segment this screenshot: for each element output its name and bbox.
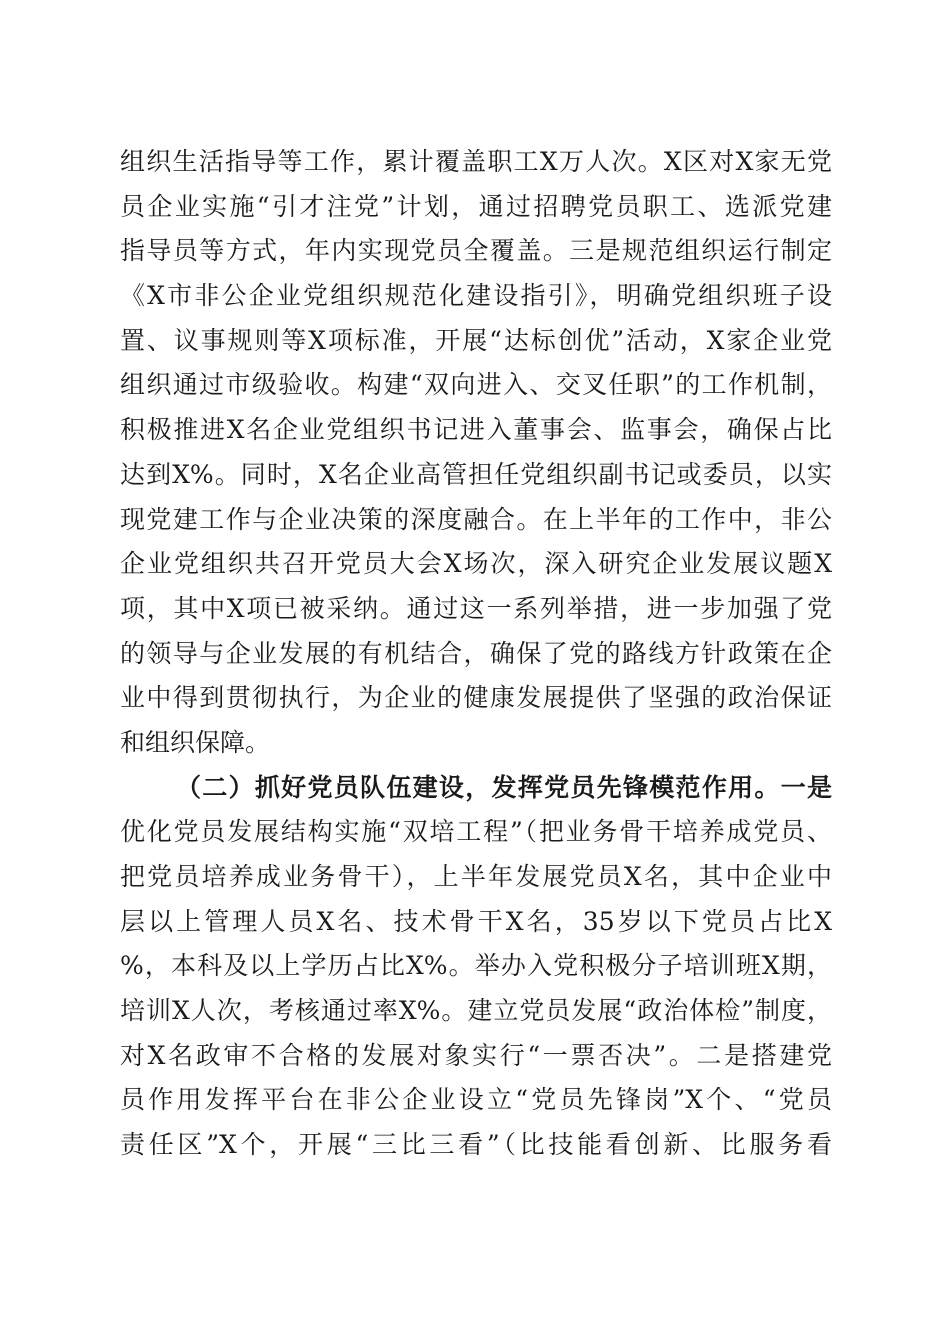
paragraph-line: 责任区”X个，开展“三比三看”（比技能看创新、比服务看 bbox=[120, 1130, 832, 1160]
paragraph-line: 把党员培养成业务骨干），上半年发展党员X名，其中企业中 bbox=[120, 862, 832, 891]
paragraph-line: 指导员等方式，年内实现党员全覆盖。三是规范组织运行制定 bbox=[120, 236, 832, 266]
paragraph-line: 《X市非公企业党组织规范化建设指引》，明确党组织班子设 bbox=[120, 281, 832, 311]
paragraph-line: 项，其中X项已被采纳。通过这一系列举措，进一步加强了党 bbox=[120, 593, 832, 623]
paragraph-line: 现党建工作与企业决策的深度融合。在上半年的工作中，非公 bbox=[120, 504, 832, 534]
paragraph-line: 的领导与企业发展的有机结合，确保了党的路线方针政策在企 bbox=[120, 638, 832, 668]
paragraph-line: 员企业实施“引才注党”计划，通过招聘党员职工、选派党建 bbox=[120, 191, 832, 221]
paragraph-line: 对X名政审不合格的发展对象实行“一票否决”。二是搭建党 bbox=[120, 1040, 832, 1070]
paragraph-line: 置、议事规则等X项标准，开展“达标创优”活动，X家企业党 bbox=[120, 325, 832, 355]
paragraph-line: 组织通过市级验收。构建“双向进入、交叉任职”的工作机制， bbox=[120, 370, 832, 400]
paragraph-line: %，本科及以上学历占比X%。举办入党积极分子培训班X期， bbox=[120, 951, 832, 981]
paragraph-line: 员作用发挥平台在非公企业设立“党员先锋岗”X个、“党员 bbox=[120, 1085, 832, 1115]
paragraph-line: 组织生活指导等工作，累计覆盖职工X万人次。X区对X家无党 bbox=[120, 147, 832, 176]
section-heading-line: （二）抓好党员队伍建设，发挥党员先锋模范作用。一是 bbox=[176, 772, 832, 802]
paragraph-line: 积极推进X名企业党组织书记进入董事会、监事会，确保占比 bbox=[120, 415, 832, 445]
paragraph-line: 达到X%。同时，X名企业高管担任党组织副书记或委员，以实 bbox=[120, 459, 832, 489]
paragraph-line: 企业党组织共召开党员大会X场次，深入研究企业发展议题X bbox=[120, 549, 832, 579]
document-body bbox=[120, 140, 832, 1168]
paragraph-line: 层以上管理人员X名、技术骨干X名，35岁以下党员占比X bbox=[120, 906, 832, 936]
paragraph-line: 培训X人次，考核通过率X%。建立党员发展“政治体检”制度， bbox=[120, 996, 832, 1026]
paragraph-line-end: 和组织保障。 bbox=[120, 727, 271, 757]
paragraph-line: 业中得到贯彻执行，为企业的健康发展提供了坚强的政治保证 bbox=[120, 683, 832, 713]
paragraph-line: 优化党员发展结构实施“双培工程”（把业务骨干培养成党员、 bbox=[120, 817, 832, 847]
